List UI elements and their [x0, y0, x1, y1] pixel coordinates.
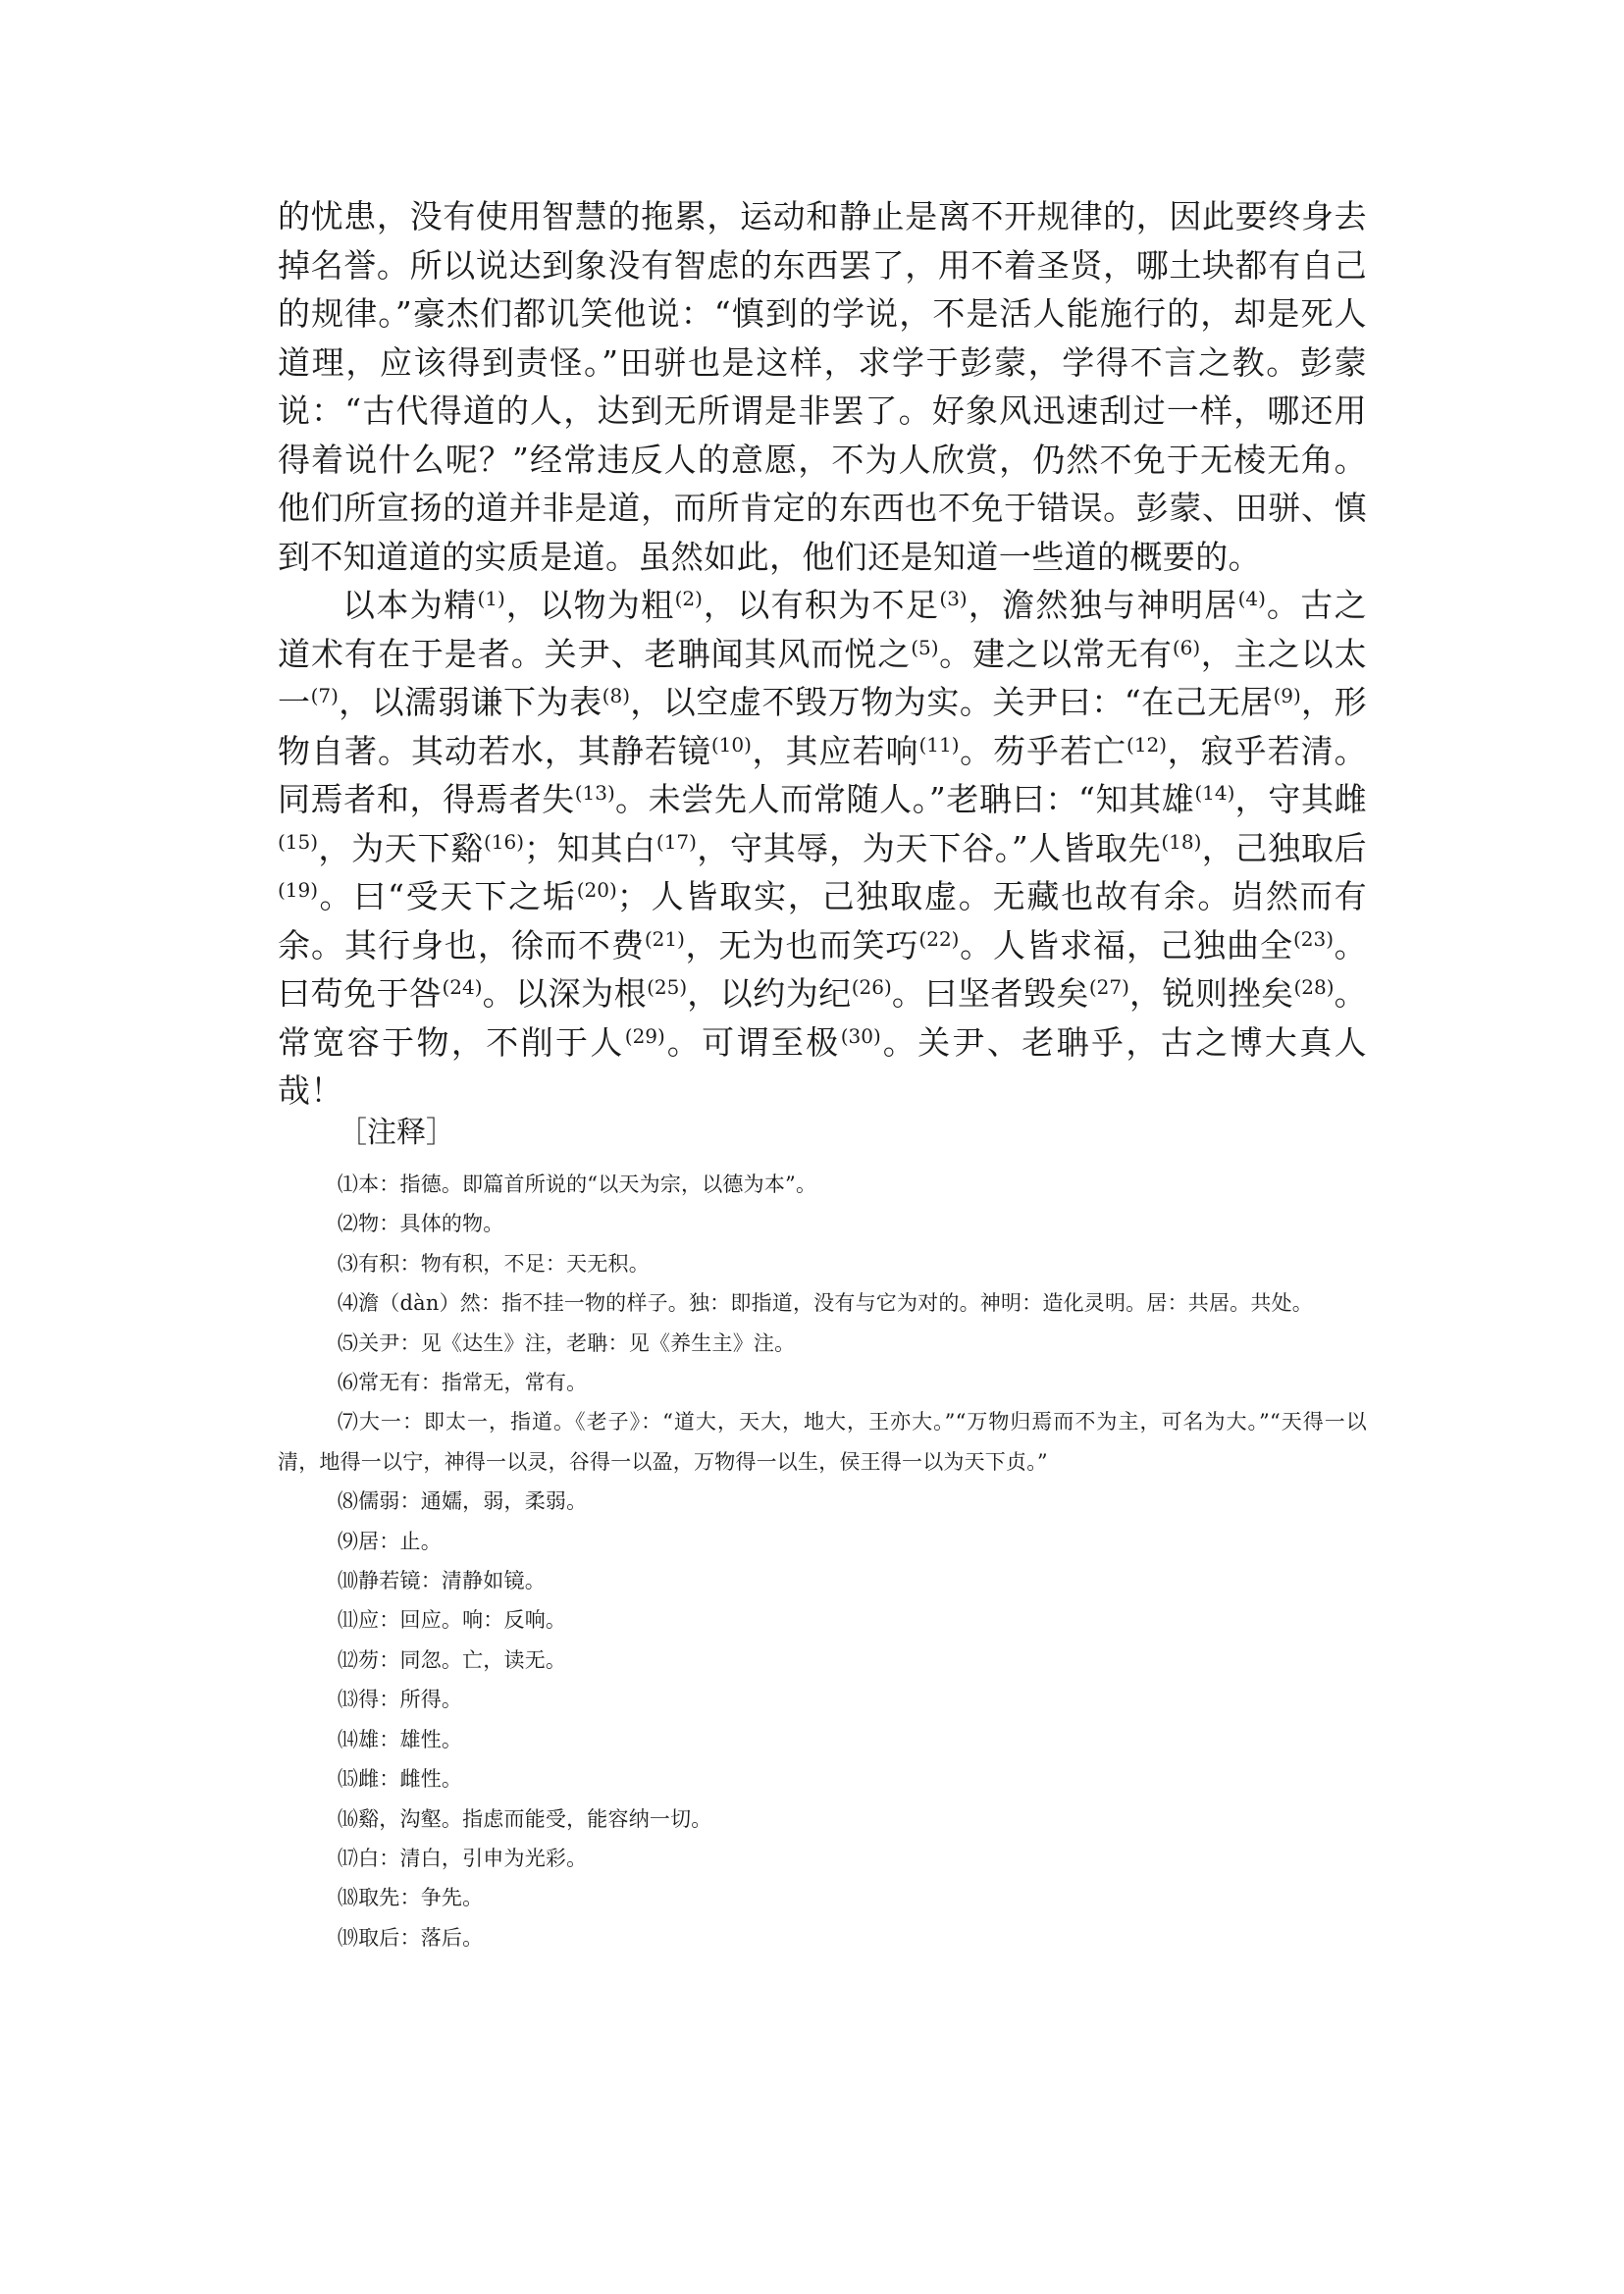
- text-segment: 。以深为根: [482, 974, 648, 1013]
- footnote-marker[interactable]: (14): [1194, 781, 1235, 805]
- note-item: ⑽静若镜：清静如镜。: [337, 1569, 546, 1593]
- note-item: ⑻儒弱：通嬬，弱，柔弱。: [337, 1489, 588, 1514]
- footnote-marker[interactable]: (15): [278, 829, 319, 854]
- footnote-marker[interactable]: (28): [1293, 975, 1335, 999]
- main-text: [278, 192, 1367, 1116]
- footnote-marker[interactable]: (23): [1292, 926, 1335, 951]
- note-item: ⑺大一：即太一，指道。《老子》：“道大，天大，地大，王亦大。”“万物归焉而不为主，可名为大。”“天得一以清，地得一以宁，神得一以灵，谷得一以盈，万物得一以生，侯王得一以为天下贞。”: [278, 1410, 1367, 1474]
- note-item: ⒄白：清白，引申为光彩。: [337, 1846, 588, 1870]
- text-segment: ，以空虚不毁万物为实。关尹曰：“在己无居: [630, 683, 1274, 721]
- text-segment: ，以濡弱谦下为表: [338, 683, 602, 721]
- footnote-marker[interactable]: (13): [574, 781, 615, 805]
- footnote-marker[interactable]: (29): [624, 1023, 665, 1048]
- note-item: ⒂雌：雌性。: [337, 1767, 463, 1792]
- note-item: ⑼居：止。: [337, 1529, 442, 1553]
- text-segment: 的忧患，没有使用智慧的拖累，运动和静止是离不开规律的，因此要终身去掉名誉。所以说达到象没有智虑的东西罢了，用不着圣贤，哪土块都有自己的规律。”豪杰们都讥笑他说：“慎到的学说，不是活人能施行的，却是死人道理，应该得到责怪。”田骈也是这样，求学于彭蒙，学得不言之教。彭蒙说：“古代得道的人，达到无所谓是非罢了。好象风迅速刮过一样，哪还用得着说什么呢？”经常违反人的意愿，不为人欣赏，仍然不免于无棱无角。他们所宣扬的道并非是道，而所肯定的东西也不免于错误。彭蒙、田骈、慎到不知道道的实质是道。虽然如此，他们还是知道一些道的概要的。: [278, 197, 1367, 576]
- footnote-marker[interactable]: (20): [576, 878, 617, 902]
- text-segment: ，守其辱，为天下谷。”人皆取先: [696, 828, 1162, 867]
- note-item: ⒀得：所得。: [337, 1688, 463, 1712]
- notes-list: [278, 1165, 1367, 1957]
- text-segment: ，以约为纪: [687, 974, 852, 1013]
- notes-heading: ［注释］: [338, 1116, 455, 1150]
- text-segment: 。可谓至极: [664, 1022, 841, 1062]
- text-segment: 。常宽容于物，不削于人: [278, 974, 1368, 1062]
- footnote-marker[interactable]: (19): [278, 878, 319, 902]
- text-segment: ，锐则挫矣: [1128, 974, 1294, 1013]
- note-item: ⑸关尹：见《达生》注，老聃：见《养生主》注。: [337, 1330, 796, 1355]
- text-segment: 。曰“受天下之垢: [318, 877, 577, 915]
- note-item: ⒆取后：落后。: [337, 1925, 484, 1950]
- footnote-marker[interactable]: (18): [1161, 829, 1202, 854]
- text-segment: 。曰苟免于咎: [278, 925, 1368, 1013]
- text-segment: 。古之道术有在于是者。关尹、老聃闻其风而悦之: [278, 586, 1368, 673]
- text-segment: 。建之以常无有: [938, 634, 1173, 673]
- note-item: ⑹常无有：指常无，常有。: [337, 1371, 588, 1395]
- footnote-marker[interactable]: (26): [851, 975, 892, 999]
- note-item: ⑵物：具体的物。: [337, 1212, 504, 1236]
- text-segment: ；人皆取实，己独取虚。无藏也故有余。岿然而有余。其行身也，徐而不费: [278, 877, 1367, 965]
- note-item: ⒃谿，沟壑。指虑而能受，能容纳一切。: [337, 1806, 712, 1831]
- footnote-marker[interactable]: (30): [840, 1023, 881, 1048]
- text-segment: ，主之以太一: [278, 634, 1367, 721]
- text-segment: ，无为也而笑巧: [684, 925, 919, 965]
- text-segment: 。关尹、老聃乎，古之博大真人哉！: [278, 1022, 1368, 1110]
- note-item: ⒅取先：争先。: [337, 1886, 484, 1910]
- text-segment: ，守其雌: [1234, 780, 1367, 818]
- text-segment: 。曰坚者毁矣: [891, 974, 1089, 1013]
- footnote-marker[interactable]: (9): [1273, 684, 1301, 707]
- footnote-marker[interactable]: (3): [939, 587, 968, 610]
- text-segment: 。未尝先人而常随人。”老聃曰：“知其雄: [614, 780, 1195, 818]
- text-segment: 。芴乎若亡: [959, 731, 1127, 770]
- footnote-marker[interactable]: (22): [918, 926, 960, 951]
- note-item: ⒁雄：雄性。: [337, 1727, 463, 1751]
- text-segment: ，以有积为不足: [702, 586, 940, 624]
- footnote-marker[interactable]: (8): [602, 684, 631, 707]
- text-segment: ，己独取后: [1201, 828, 1368, 867]
- paragraph-2: [278, 581, 1367, 1116]
- footnote-marker[interactable]: (4): [1237, 587, 1266, 610]
- text-segment: ，其应若响: [751, 731, 919, 770]
- footnote-marker[interactable]: (1): [477, 587, 505, 610]
- note-item: ⑷澹（dàn）然：指不挂一物的样子。独：即指道，没有与它为对的。神明：造化灵明。居：共居。共处。: [337, 1291, 1313, 1316]
- footnote-marker[interactable]: (17): [655, 829, 697, 854]
- footnote-marker[interactable]: (11): [918, 732, 960, 756]
- note-item: ⑾应：回应。响：反响。: [337, 1608, 567, 1633]
- text-segment: ，形物自著。其动若水，其静若镜: [278, 683, 1367, 770]
- footnote-marker[interactable]: (27): [1088, 975, 1129, 999]
- text-segment: 。人皆求福，己独曲全: [959, 925, 1293, 965]
- footnote-marker[interactable]: (5): [911, 635, 939, 659]
- footnote-marker[interactable]: (12): [1126, 732, 1168, 756]
- footnote-marker[interactable]: (2): [674, 587, 703, 610]
- footnote-marker[interactable]: (24): [442, 975, 483, 999]
- footnote-marker[interactable]: (16): [483, 829, 525, 854]
- text-segment: ，以物为粗: [504, 586, 675, 624]
- footnote-marker[interactable]: (25): [647, 975, 688, 999]
- note-item: ⑶有积：物有积，不足：天无积。: [337, 1251, 650, 1276]
- text-segment: ；知其白: [524, 828, 656, 867]
- text-segment: ，寂乎若清。同焉者和，得焉者失: [278, 731, 1368, 818]
- note-item: ⑴本：指德。即篇首所说的“以天为宗，以德为本”。: [337, 1173, 817, 1196]
- footnote-marker[interactable]: (10): [710, 732, 752, 756]
- paragraph-1: [278, 192, 1367, 581]
- text-segment: ，为天下谿: [318, 828, 484, 867]
- note-item: ⑿芴：同忽。亡，读无。: [337, 1647, 567, 1672]
- footnote-marker[interactable]: (6): [1172, 635, 1201, 659]
- footnote-marker[interactable]: (7): [310, 684, 339, 707]
- text-segment: ，澹然独与神明居: [967, 586, 1238, 624]
- footnote-marker[interactable]: (21): [644, 926, 685, 951]
- text-segment: 以本为精: [342, 586, 478, 624]
